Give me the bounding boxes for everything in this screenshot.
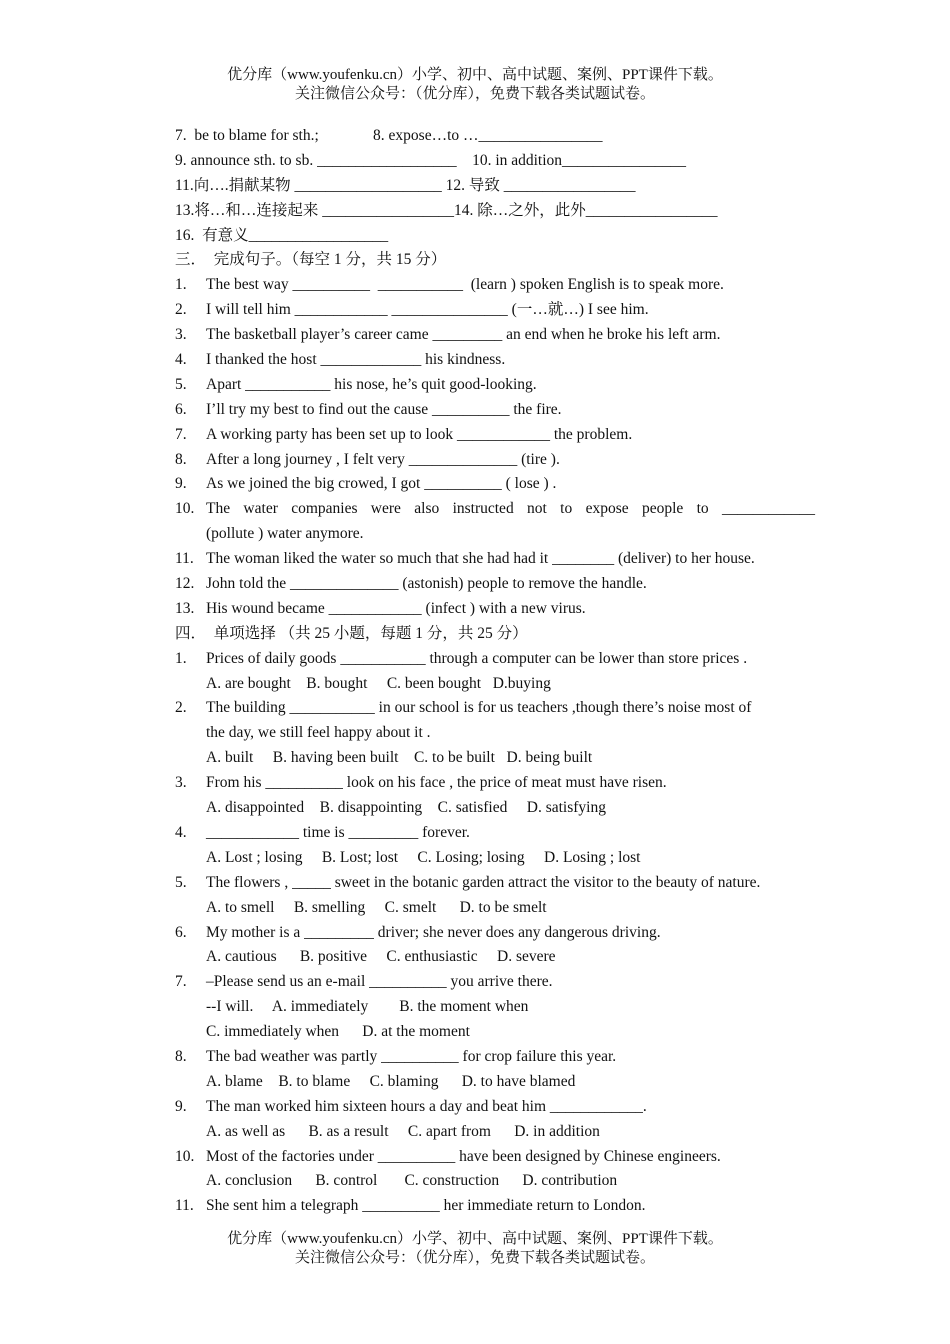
item-number: 11. [175,550,194,568]
sentence-item [175,298,815,323]
section-3-title: 三． 完成句子。（每空 1 分，共 15 分） [175,251,447,269]
question-item [175,970,815,995]
item-number: 5. [175,375,187,393]
item-text: John told the ______________ (astonish) people to remove the handle. [206,575,647,593]
item-text: His wound became ____________ (infect ) with a new virus. [206,599,586,617]
question-text: The flowers , _____ sweet in the botanic garden attract the visitor to the beauty of nature. [206,873,761,891]
footer-line-2: 关注微信公众号：（优分库），免费下载各类试题试卷。 [294,1250,655,1266]
question-text: Most of the factories under __________ have been designed by Chinese engineers. [206,1147,721,1165]
question-text: The man worked him sixteen hours a day and beat him ____________. [206,1097,647,1115]
question-item [175,771,815,796]
item-number: 7. [175,425,187,443]
page-header [0,66,950,104]
question-item [175,1095,815,1120]
question-item [175,821,815,846]
item-number: 4. [175,351,187,369]
sentence-item [175,423,815,448]
answer-options: C. immediately when D. at the moment [206,1023,470,1041]
question-item [175,647,815,672]
question-item [175,1045,815,1070]
question-item [175,1145,815,1170]
question-number: 3. [175,774,187,792]
question-item [175,871,815,896]
answer-options: A. as well as B. as a result C. apart from D. in addition [206,1122,600,1140]
item-continuation: (pollute ) water anymore. [206,525,364,543]
item-text: I’ll try my best to find out the cause __________ the fire. [206,400,562,418]
sentence-item [175,572,815,597]
item-number: 8. [175,450,187,468]
header-line-2: 关注微信公众号：（优分库），免费下载各类试题试卷。 [294,86,655,102]
phrase-line: 9. announce sth. to sb. __________________ 10. in addition________________ [175,151,687,169]
item-text: The best way __________ ___________ (learn ) spoken English is to speak more. [206,276,724,294]
item-text: As we joined the big crowed, I got __________ ( lose ) . [206,475,557,493]
question-number: 10. [175,1147,195,1165]
sentence-item [175,472,815,497]
item-text: I will tell him ____________ _______________ (一…就…) I see him. [206,301,649,319]
item-text: The water companies were also instructed not to expose people to ____________ [206,500,815,518]
answer-options: A. disappointed B. disappointing C. satisfied D. satisfying [206,799,606,817]
section-3-items [175,273,815,621]
question-number: 6. [175,923,187,941]
phrase-line: 11.向….捐献某物 ___________________ 12. 导致 _________________ [175,176,636,194]
question-item [175,1194,815,1219]
sentence-item [175,323,815,348]
question-number: 1. [175,649,187,667]
answer-options: A. Lost ; losing B. Lost; lost C. Losing; losing D. Losing ; lost [206,848,641,866]
item-number: 10. [175,500,195,518]
item-text: After a long journey , I felt very ______________ (tire ). [206,450,560,468]
question-number: 8. [175,1047,187,1065]
phrase-line: 7. be to blame for sth.; 8. expose…to …________________ [175,127,603,144]
answer-options: A. blame B. to blame C. blaming D. to have blamed [206,1072,576,1090]
sentence-item [175,373,815,398]
header-line-1: 优分库（www.youfenku.cn）小学、初中、高中试题、案例、PPT课件下载。 [227,67,723,83]
section-4-title: 四． 单项选择 （共 25 小题，每题 1 分，共 25 分） [175,624,528,642]
question-number: 7. [175,973,187,991]
question-number: 4. [175,823,187,841]
answer-options: A. to smell B. smelling C. smelt D. to be smelt [206,898,547,916]
sentence-item [175,448,815,473]
answer-options: A. conclusion B. control C. construction D. contribution [206,1172,618,1190]
question-text: From his __________ look on his face , the price of meat must have risen. [206,774,667,792]
item-text: Apart ___________ his nose, he’s quit good-looking. [206,375,537,393]
item-text: The woman liked the water so much that she had had it ________ (deliver) to her house. [206,550,755,568]
item-number: 2. [175,301,187,319]
answer-options: A. built B. having been built C. to be built D. being built [206,749,593,767]
item-number: 12. [175,575,195,593]
sentence-item [175,547,815,572]
question-text: The bad weather was partly __________ for crop failure this year. [206,1047,617,1065]
question-number: 5. [175,873,187,891]
item-text: A working party has been set up to look ____________ the problem. [206,425,633,443]
answer-options: A. are bought B. bought C. been bought D.buying [206,674,551,692]
question-text: The building ___________ in our school is for us teachers ,though there’s noise most of [206,699,752,717]
sentence-item [175,398,815,423]
section-4-items [175,647,815,1219]
sentence-item [175,497,815,522]
item-text: The basketball player’s career came _________ an end when he broke his left arm. [206,326,721,344]
phrase-list [175,124,815,248]
question-item [175,921,815,946]
item-number: 6. [175,400,187,418]
question-number: 9. [175,1097,187,1115]
answer-options: --I will. A. immediately B. the moment when [206,998,529,1016]
question-text: Prices of daily goods ___________ through a computer can be lower than store prices . [206,649,748,667]
sentence-item [175,273,815,298]
question-number: 2. [175,699,187,717]
item-text: I thanked the host _____________ his kindness. [206,351,506,369]
question-item [175,696,815,721]
question-text: –Please send us an e-mail __________ you arrive there. [206,973,553,991]
answer-options: A. cautious B. positive C. enthusiastic D. severe [206,948,556,966]
question-text: ____________ time is _________ forever. [206,823,470,841]
sentence-item [175,348,815,373]
item-number: 13. [175,599,195,617]
question-text: She sent him a telegraph __________ her immediate return to London. [206,1197,646,1215]
item-number: 9. [175,475,187,493]
question-continuation: the day, we still feel happy about it . [206,724,431,742]
item-number: 1. [175,276,187,294]
question-text: My mother is a _________ driver; she never does any dangerous driving. [206,923,661,941]
page-footer [0,1230,950,1268]
question-number: 11. [175,1197,194,1215]
sentence-item [175,597,815,622]
phrase-line: 13.将…和…连接起来 _________________14. 除…之外，此外_________________ [175,201,718,219]
item-number: 3. [175,326,187,344]
document-body [175,124,815,1219]
footer-line-1: 优分库（www.youfenku.cn）小学、初中、高中试题、案例、PPT课件下载。 [227,1231,723,1247]
phrase-line: 16. 有意义__________________ [175,226,389,244]
